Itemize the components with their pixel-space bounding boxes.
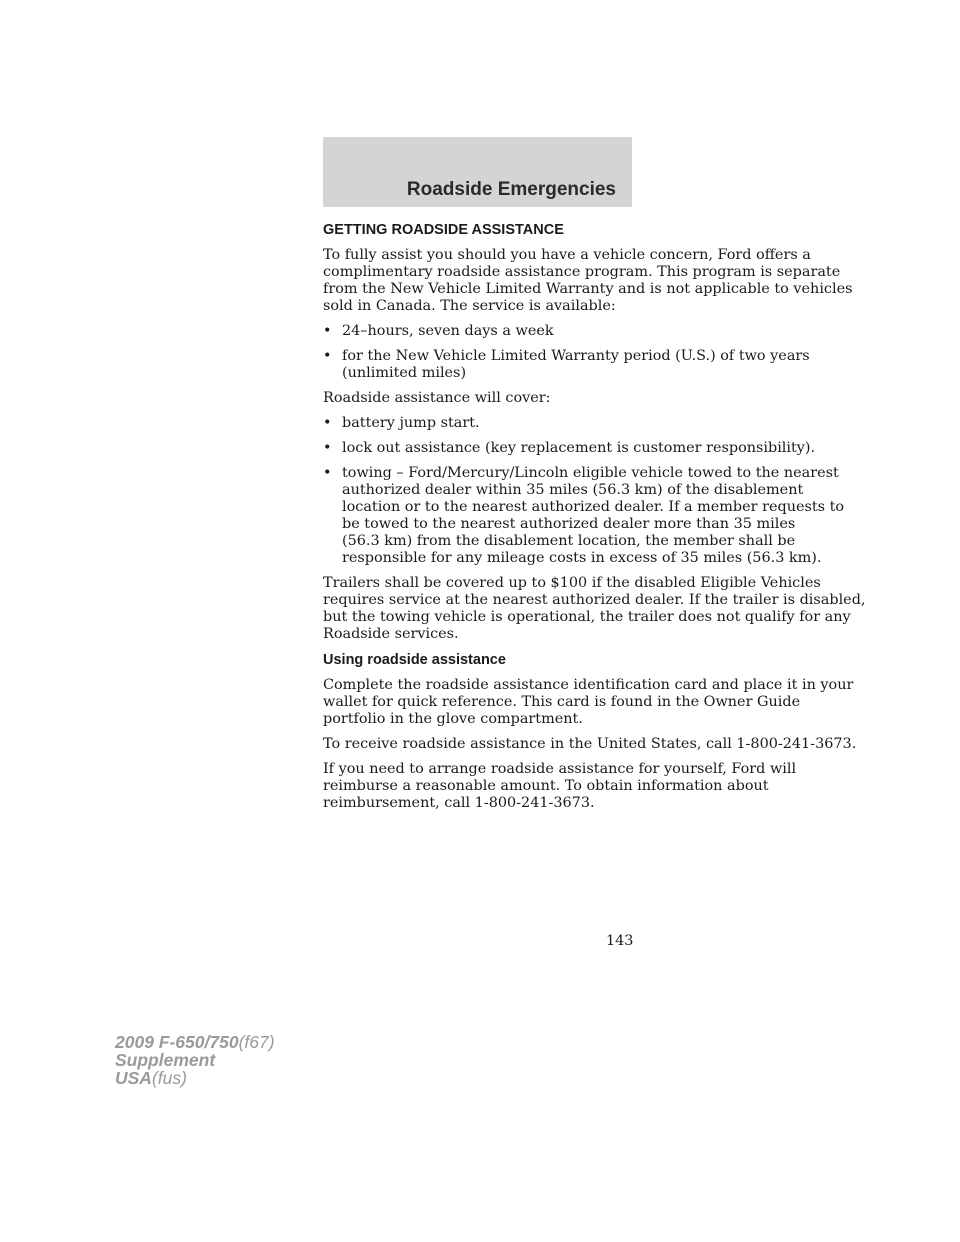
document-footer [115, 1033, 275, 1087]
footer-book: Supplement [115, 1050, 216, 1070]
card-line: wallet for quick reference. This card is found in the Owner Guide [323, 694, 801, 710]
bullet-line: towing – Ford/Mercury/Lincoln eligible vehicle towed to the nearest [342, 465, 839, 481]
reimburse-line: reimbursement, call 1-800-241-3673. [323, 795, 595, 811]
intro-line: sold in Canada. The service is available: [323, 298, 616, 314]
footer-model: 2009 F-650/750 [115, 1032, 239, 1052]
bullet-icon: • [323, 440, 332, 456]
trailer-line: requires service at the nearest authorized dealer. If the trailer is disabled, [323, 592, 866, 608]
card-paragraph [323, 677, 854, 728]
subsection-heading: Using roadside assistance [323, 652, 506, 668]
trailer-line: Roadside services. [323, 626, 459, 642]
cover-intro-paragraph [323, 390, 637, 407]
cover-bullet-item [323, 415, 637, 432]
reimburse-line: reimburse a reasonable amount. To obtain information about [323, 778, 769, 794]
bullet-line: lock out assistance (key replacement is customer responsibility). [342, 440, 816, 456]
call-line: To receive roadside assistance in the United States, call 1-800-241-3673. [323, 736, 857, 752]
section-heading: GETTING ROADSIDE ASSISTANCE [323, 222, 564, 238]
availability-bullet-item [323, 323, 637, 340]
cover-bullet-item [323, 465, 845, 567]
bullet-line: authorized dealer within 35 miles (56.3 km) of the disablement [342, 482, 804, 498]
bullet-icon: • [323, 323, 332, 339]
intro-paragraph [323, 247, 853, 315]
page-header-title: Roadside Emergencies [406, 179, 616, 200]
trailer-paragraph [323, 575, 866, 643]
bullet-line: 24–hours, seven days a week [342, 323, 554, 339]
bullet-line: responsible for any mileage costs in excess of 35 miles (56.3 km). [342, 550, 822, 566]
bullet-line: (unlimited miles) [342, 365, 467, 381]
page-number: 143 [606, 933, 634, 949]
bullet-line: for the New Vehicle Limited Warranty period (U.S.) of two years [342, 348, 810, 364]
footer-model-code: (f67) [238, 1032, 275, 1052]
footer-model-line [115, 1033, 275, 1051]
call-paragraph [323, 736, 857, 753]
cover-bullet-item [323, 440, 816, 457]
trailer-line: Trailers shall be covered up to $100 if the disabled Eligible Vehicles [323, 575, 821, 591]
bullet-line: (56.3 km) from the disablement location, the member shall be [342, 533, 796, 549]
intro-line: To fully assist you should you have a vehicle concern, Ford offers a [323, 247, 811, 263]
reimburse-line: If you need to arrange roadside assistance for yourself, Ford will [323, 761, 797, 777]
bullet-line: location or to the nearest authorized dealer. If a member requests to [342, 499, 845, 515]
cover-intro-line: Roadside assistance will cover: [323, 390, 551, 406]
footer-market: USA [115, 1068, 152, 1088]
intro-line: complimentary roadside assistance program. This program is separate [323, 264, 841, 280]
page-header-band [323, 137, 632, 207]
bullet-icon: • [323, 465, 332, 481]
card-line: Complete the roadside assistance identification card and place it in your [323, 677, 854, 693]
availability-bullet-item [323, 348, 810, 382]
bullet-icon: • [323, 348, 332, 364]
bullet-line: battery jump start. [342, 415, 480, 431]
page-content [323, 221, 866, 820]
trailer-line: but the towing vehicle is operational, the trailer does not qualify for any [323, 609, 851, 625]
bullet-line: be towed to the nearest authorized dealer more than 35 miles [342, 516, 796, 532]
bullet-icon: • [323, 415, 332, 431]
card-line: portfolio in the glove compartment. [323, 711, 583, 727]
footer-market-code: (fus) [151, 1068, 187, 1088]
reimburse-paragraph [323, 761, 797, 812]
intro-line: from the New Vehicle Limited Warranty and is not applicable to vehicles [323, 281, 853, 297]
footer-market-line [115, 1069, 275, 1087]
